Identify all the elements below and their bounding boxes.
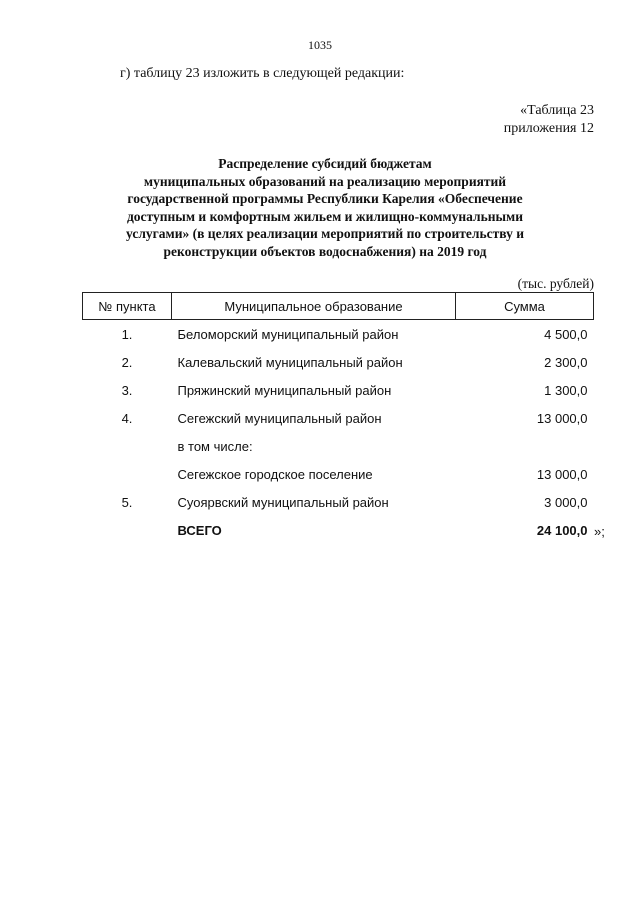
heading-line: Распределение субсидий бюджетам [218, 156, 432, 171]
amendment-intro: г) таблицу 23 изложить в следующей редакции: [120, 66, 405, 81]
row-municipality: Калевальский муниципальный район [177, 354, 403, 370]
row-municipality: Суоярвский муниципальный район [177, 494, 389, 510]
heading-line: государственной программы Республики Карелия «Обеспечение [127, 191, 523, 206]
table-row [83, 432, 594, 460]
row-municipality: Сегежское городское поселение [177, 466, 373, 482]
row-number: 3. [121, 382, 133, 398]
header-amount: Сумма [456, 293, 594, 320]
row-amount: 3 000,0 [544, 494, 588, 510]
subsidy-table [82, 292, 594, 544]
table-heading [90, 155, 560, 260]
row-amount: 13 000,0 [536, 466, 588, 482]
heading-line: услугами» (в целях реализации мероприятий по строительству и [126, 226, 524, 241]
row-amount [456, 432, 594, 460]
heading-line: муниципальных образований на реализацию мероприятий [143, 173, 507, 189]
row-number: 2. [121, 354, 133, 370]
page-number: 1035 [308, 38, 332, 52]
row-number [83, 432, 172, 460]
table-reference-line: «Таблица 23 [520, 103, 594, 118]
row-amount: 13 000,0 [536, 410, 588, 426]
row-municipality: в том числе: [177, 438, 253, 454]
row-municipality: Пряжинский муниципальный район [177, 382, 392, 398]
closing-mark: »; [594, 524, 605, 539]
header-municipality: Муниципальное образование [172, 293, 456, 320]
units-label: (тыс. рублей) [517, 276, 594, 291]
row-municipality: Сегежский муниципальный район [177, 410, 382, 426]
total-row [83, 516, 594, 544]
total-label: ВСЕГО [177, 522, 222, 538]
heading-line: доступным и комфортным жильем и жилищно-коммунальными [126, 208, 524, 224]
row-number [83, 460, 172, 488]
table-row [83, 376, 594, 404]
row-municipality: Беломорский муниципальный район [177, 326, 399, 342]
row-amount: 1 300,0 [544, 382, 588, 398]
table-row [83, 320, 594, 349]
table-row [83, 460, 594, 488]
row-amount: 2 300,0 [544, 354, 588, 370]
table-reference-line: приложения 12 [503, 121, 594, 136]
table-row [83, 348, 594, 376]
row-number: 4. [121, 410, 133, 426]
header-item-number: № пункта [83, 293, 172, 320]
table-header-row [83, 293, 594, 320]
table-row [83, 404, 594, 432]
row-number: 5. [121, 494, 133, 510]
total-amount: 24 100,0 [536, 522, 588, 538]
row-amount: 4 500,0 [544, 326, 588, 342]
table-row [83, 488, 594, 516]
heading-line: реконструкции объектов водоснабжения) на 2019 год [163, 243, 487, 259]
total-number-cell [83, 516, 172, 544]
row-number: 1. [121, 326, 133, 342]
table-reference [504, 102, 594, 138]
